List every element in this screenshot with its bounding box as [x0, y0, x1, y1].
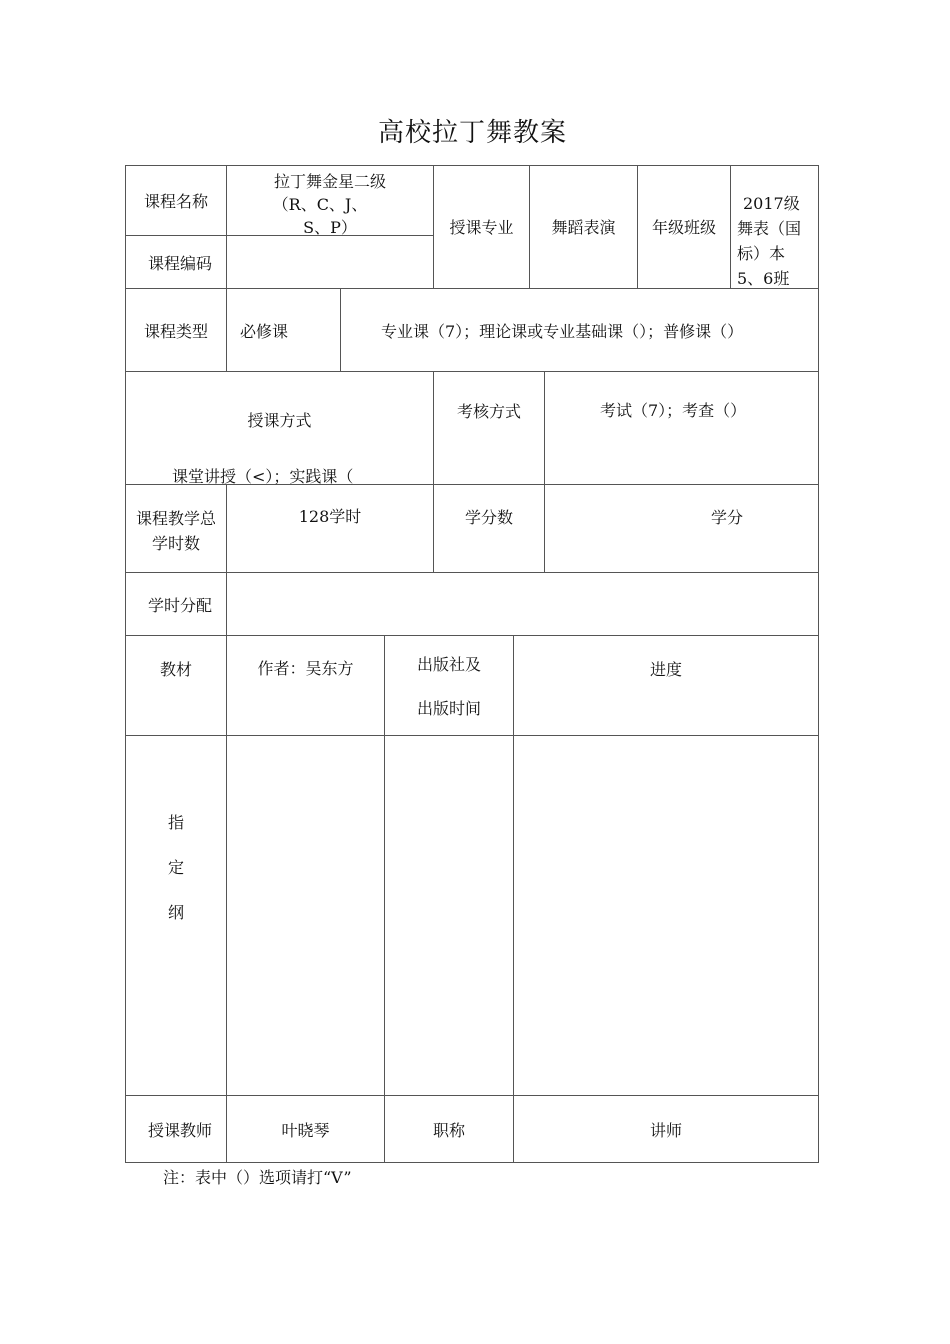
designated-char: 纲 [167, 903, 184, 922]
textbook-author: 作者：吴东方 [257, 659, 354, 678]
publisher-label-line: 出版社及 [416, 655, 481, 674]
grid-line [125, 165, 819, 166]
designated-char: 定 [167, 858, 184, 877]
grid-line [125, 1162, 819, 1163]
total-hours-value: 128学时 [298, 507, 362, 526]
grid-line [226, 288, 227, 371]
teacher-label: 授课教师 [147, 1121, 212, 1140]
grid-line [340, 288, 341, 371]
grade-label: 年级班级 [651, 218, 716, 237]
grade-line: 5、6班 [737, 269, 790, 288]
course-name-line: S、P） [303, 218, 357, 237]
course-type-value: 必修课 [240, 322, 289, 341]
course-type-label: 课程类型 [143, 322, 208, 341]
rank-value: 讲师 [649, 1121, 682, 1140]
progress-label: 进度 [649, 660, 682, 679]
grid-line [125, 635, 819, 636]
grid-line [125, 572, 819, 573]
grid-line [818, 165, 819, 1163]
assessment-options: 考试（7）；考查（） [600, 401, 747, 420]
grade-line: 舞表（国 [737, 219, 802, 238]
publisher-label [385, 653, 513, 721]
grid-line [125, 288, 819, 289]
designated-label [126, 800, 226, 935]
footnote: 注：表中（）选项请打“V” [163, 1168, 352, 1187]
course-name-value [227, 170, 433, 239]
credits-value: 学分 [711, 508, 744, 527]
total-hours-label [126, 506, 226, 556]
teaching-method-label: 授课方式 [247, 411, 312, 430]
total-hours-label-line: 课程教学总 [135, 509, 216, 528]
course-name-line: 拉丁舞金星二级 [273, 172, 386, 191]
teaching-method-options: 课堂讲授（<）；实践课（ [172, 467, 354, 486]
course-name-label: 课程名称 [143, 192, 208, 211]
major-label: 授课专业 [449, 218, 514, 237]
major-value: 舞蹈表演 [551, 218, 616, 237]
rank-label: 职称 [432, 1121, 465, 1140]
grid-line [125, 371, 819, 372]
total-hours-label-line: 学时数 [151, 534, 200, 553]
grade-line: 标）本 [737, 244, 786, 263]
course-code-label: 课程编码 [147, 254, 212, 273]
teacher-name: 叶晓琴 [281, 1121, 330, 1140]
publisher-label-line: 出版时间 [416, 699, 481, 718]
grid-line [544, 371, 545, 572]
designated-char: 指 [167, 813, 184, 832]
grade-value [737, 191, 817, 291]
course-name-line: （R、C、J、 [272, 195, 368, 214]
page-title: 高校拉丁舞教案 [377, 118, 567, 148]
textbook-label: 教材 [159, 660, 192, 679]
credits-label: 学分数 [464, 508, 513, 527]
grade-line: 2017级 [743, 194, 800, 213]
grid-line [226, 635, 227, 1162]
grid-line [125, 735, 819, 736]
assessment-label: 考核方式 [456, 402, 521, 421]
grid-line [513, 635, 514, 1162]
course-type-options: 专业课（7）；理论课或专业基础课（）；普修课（） [381, 322, 744, 341]
grid-line [730, 165, 731, 288]
hours-distribution-label: 学时分配 [147, 596, 212, 615]
grid-line [125, 1095, 819, 1096]
